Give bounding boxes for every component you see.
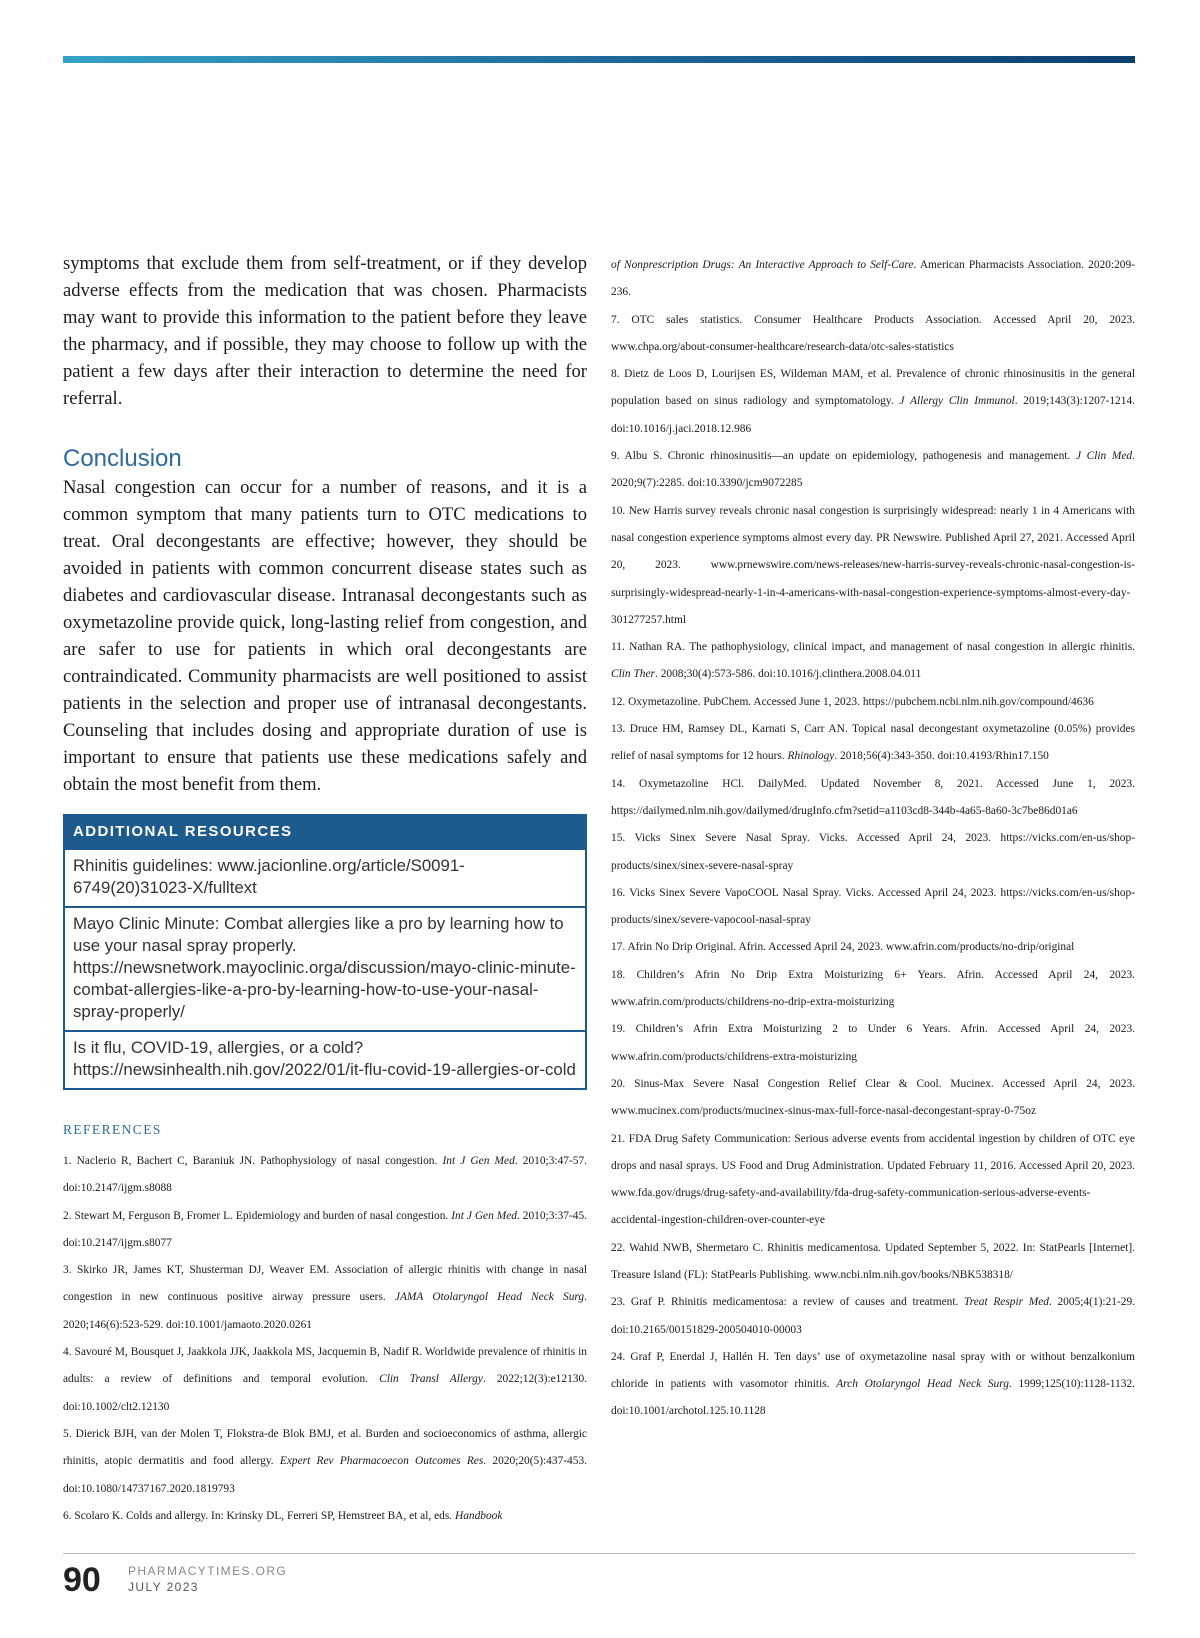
reference-journal: Int J Gen Med — [442, 1155, 515, 1167]
reference-entry — [611, 880, 1135, 935]
reference-journal: Clin Transl Allergy — [379, 1373, 483, 1386]
reference-pre: 1. Naclerio R, Bachert C, Baraniuk JN. Pathophysiology of nasal congestion. — [63, 1155, 443, 1167]
reference-pre: 15. Vicks Sinex Severe Nasal Spray. Vicks. Accessed April 24, 2023. https://vicks.com/en-us/shop-products/sinex/sinex-severe-nasal-spray — [611, 832, 1135, 872]
reference-pre: 6. Scolaro K. Colds and allergy. In: Krinsky DL, Ferreri SP, Hemstreet BA, et al, eds. — [63, 1509, 455, 1522]
reference-pre: 3. Skirko JR, James KT, Shusterman DJ, Weaver EM. Association of allergic rhinitis with change in nasal congestion in new continuous positive airway pressure users. — [63, 1264, 587, 1304]
resource-item-flu-covid[interactable]: Is it flu, COVID-19, allergies, or a cold? https://newsinhealth.nih.gov/2022/01/it-flu-covid-19-allergies-or-cold — [65, 1030, 585, 1088]
reference-post: . 2018;56(4):343-350. doi:10.4193/Rhin17.150 — [834, 750, 1049, 763]
reference-pre: 11. Nathan RA. The pathophysiology, clinical impact, and management of nasal congestion in allergic rhinitis. — [611, 641, 1135, 654]
reference-post: . 2005;4(1):21-29. doi:10.2165/00151829-200504010-00003 — [611, 1296, 1135, 1336]
reference-pre: 4. Savouré M, Bousquet J, Jaakkola JJK, Jaakkola MS, Jacquemin B, Nadif R. Worldwide prevalence of rhinitis in adults: a review of definitions and temporal evolution. — [63, 1346, 587, 1386]
right-column — [611, 252, 1135, 1426]
references-list-right — [611, 252, 1135, 1426]
reference-post: . 2019;143(3):1207-1214. doi:10.1016/j.jaci.2018.12.986 — [611, 395, 1135, 435]
reference-journal: Clin Ther — [611, 668, 655, 681]
reference-entry — [63, 1339, 587, 1421]
reference-entry — [611, 498, 1135, 634]
reference-post: . American Pharmacists Association. 2020:209-236. — [611, 259, 1135, 299]
reference-entry — [611, 307, 1135, 362]
reference-post: . 2020;20(5):437-453. doi:10.1080/14737167.2020.1819793 — [63, 1455, 587, 1495]
reference-entry — [611, 1289, 1135, 1344]
reference-pre: 8. Dietz de Loos D, Lourijsen ES, Wildeman MAM, et al. Prevalence of chronic rhinosinusitis in the general population based on sinus radiology and symptomatology. — [611, 368, 1135, 408]
reference-pre: 13. Druce HM, Ramsey DL, Karnati S, Carr AN. Topical nasal decongestant oxymetazoline (0.05%) provides relief of nasal symptoms for 12 hours. — [611, 723, 1135, 763]
reference-pre: 2. Stewart M, Ferguson B, Fromer L. Epidemiology and burden of nasal congestion. — [63, 1209, 452, 1222]
reference-pre: 18. Children’s Afrin No Drip Extra Moisturizing 6+ Years. Afrin. Accessed April 24, 2023. www.afrin.com/products/childrens-no-drip-extra-moisturizing — [611, 968, 1135, 1009]
reference-entry — [611, 1071, 1135, 1126]
reference-pre: 14. Oxymetazoline HCl. DailyMed. Updated November 8, 2021. Accessed June 1, 2023. https://dailymed.nlm.nih.gov/dailymed/drugInfo.cfm?setid=a1103cd8-344b-4a65-8a60-3c7be86d01a6 — [611, 777, 1135, 817]
reference-post: . 2008;30(4):573-586. doi:10.1016/j.clinthera.2008.04.011 — [655, 668, 922, 681]
reference-post: . 2020;146(6):523-529. doi:10.1001/jamaoto.2020.0261 — [63, 1291, 587, 1331]
reference-entry — [611, 1344, 1135, 1426]
reference-post: . 1999;125(10):1128-1132. doi:10.1001/archotol.125.10.1128 — [611, 1378, 1135, 1418]
conclusion-heading: Conclusion — [63, 445, 182, 472]
footer-divider — [63, 1553, 1135, 1554]
reference-post: . 2022;12(3):e12130. doi:10.1002/clt2.12130 — [63, 1373, 587, 1413]
reference-entry — [611, 962, 1135, 1017]
reference-entry — [63, 1421, 587, 1503]
reference-entry — [611, 716, 1135, 771]
reference-entry — [611, 825, 1135, 880]
reference-post: . 2020;9(7):2285. doi:10.3390/jcm9072285 — [611, 450, 1135, 490]
reference-entry — [611, 934, 1135, 961]
reference-entry — [611, 361, 1135, 443]
reference-journal: J Allergy Clin Immunol — [899, 395, 1015, 408]
references-list-left — [63, 1148, 587, 1530]
reference-entry — [611, 771, 1135, 826]
body-paragraph-continuation: symptoms that exclude them from self-treatment, or if they develop adverse effects from the medication that was chosen. Pharmacists may want to provide this information to the patient before they leave the pharmacy, and if possible, they may choose to follow up with the patient a few days after their interaction to determine the need for referral. — [63, 253, 587, 409]
reference-entry — [63, 1148, 587, 1203]
additional-resources-header: ADDITIONAL RESOURCES — [65, 816, 585, 848]
reference-pre: 9. Albu S. Chronic rhinosinusitis—an update on epidemiology, pathogenesis and management. — [611, 450, 1076, 463]
reference-pre: 19. Children’s Afrin Extra Moisturizing 2 to Under 6 Years. Afrin. Accessed April 24, 2023. www.afrin.com/products/childrens-extra-moisturizing — [611, 1023, 1135, 1063]
references-heading: REFERENCES — [63, 1122, 162, 1137]
reference-post: . 2010;3:37-45. doi:10.2147/ijgm.s8077 — [63, 1209, 588, 1249]
conclusion-paragraph: Nasal congestion can occur for a number of reasons, and it is a common symptom that many patients turn to OTC medications to treat. Oral decongestants are effective; however, they should be avoided in patients with common concurrent disease states such as diabetes and cardiovascular disease. Intranasal decongestants such as oxymetazoline provide quick, long-lasting relief from congestion, and are safer to use for patients in which oral decongestants are contraindicated. Community pharmacists are well positioned to assist patients in the selection and proper use of intranasal decongestants. Counseling that includes dosing and appropriate duration of use is important to ensure that patients use these medications safely and obtain the most benefit from them. — [63, 477, 587, 795]
reference-entry — [63, 1503, 587, 1530]
reference-entry — [611, 252, 1135, 307]
reference-pre: 20. Sinus-Max Severe Nasal Congestion Relief Clear & Cool. Mucinex. Accessed April 24, 2023. www.mucinex.com/products/mucinex-sinus-max-full-force-nasal-decongestant-spray-0-75oz — [611, 1077, 1135, 1118]
reference-pre: 12. Oxymetazoline. PubChem. Accessed June 1, 2023. https://pubchem.ncbi.nlm.nih.gov/compound/4636 — [611, 695, 1094, 708]
footer-issue: JULY 2023 — [128, 1580, 199, 1594]
footer-site: PHARMACYTIMES.ORG — [128, 1564, 288, 1578]
additional-resources-box — [63, 814, 587, 1090]
reference-pre: 10. New Harris survey reveals chronic nasal congestion is surprisingly widespread: nearly 1 in 4 Americans with nasal congestion experience symptoms almost every day. PR Newswire. Published April 27, 2021. Accessed April 20, 2023. www.prnewswire.com/news-releases/new-harris-survey-reveals-chronic-nasal-congestion-is-surprisingly-widespread-nearly-1-in-4-americans-with-nasal-congestion-experience-symptoms-almost-every-day-301277257.html — [611, 504, 1135, 626]
reference-pre: 21. FDA Drug Safety Communication: Serious adverse events from accidental ingestion by children of OTC eye drops and nasal sprays. US Food and Drug Administration. Updated February 11, 2016. Accessed April 20, 2023. www.fda.gov/drugs/drug-safety-and-availability/fda-drug-safety-communication-serious-adverse-events-accidental-ingestion-children-over-counter-eye — [611, 1132, 1135, 1227]
reference-journal: Treat Respir Med — [964, 1296, 1049, 1309]
reference-entry — [611, 1126, 1135, 1235]
reference-journal: of Nonprescription Drugs: An Interactive Approach to Self-Care — [611, 259, 914, 271]
resource-item-mayo-clinic[interactable]: Mayo Clinic Minute: Combat allergies like a pro by learning how to use your nasal spray properly. https://newsnetwork.mayoclinic.orga/discussion/mayo-clinic-minute-combat-allergies-like-a-pro-by-learning-how-to-use-your-nasal-spray-properly/ — [65, 906, 585, 1030]
page-number: 90 — [63, 1561, 101, 1599]
reference-pre: 23. Graf P. Rhinitis medicamentosa: a review of causes and treatment. — [611, 1296, 965, 1309]
reference-journal: J Clin Med — [1075, 450, 1133, 463]
reference-journal: Int J Gen Med — [451, 1209, 517, 1222]
reference-entry — [611, 1235, 1135, 1290]
reference-entry — [611, 689, 1135, 716]
reference-journal: JAMA Otolaryngol Head Neck Surg — [394, 1291, 585, 1304]
resource-item-rhinitis-guidelines[interactable]: Rhinitis guidelines: www.jacionline.org/article/S0091-6749(20)31023-X/fulltext — [65, 848, 585, 906]
reference-entry — [63, 1257, 587, 1339]
reference-entry — [611, 1016, 1135, 1071]
reference-journal: Arch Otolaryngol Head Neck Surg — [836, 1378, 1009, 1391]
reference-pre: 7. OTC sales statistics. Consumer Healthcare Products Association. Accessed April 20, 2023. www.chpa.org/about-consumer-healthcare/research-data/otc-sales-statistics — [611, 313, 1135, 353]
reference-pre: 5. Dierick BJH, van der Molen T, Flokstra-de Blok BMJ, et al. Burden and socioeconomics of asthma, allergic rhinitis, atopic dermatitis and food allergy. — [63, 1427, 587, 1468]
reference-pre: 22. Wahid NWB, Shermetaro C. Rhinitis medicamentosa. Updated September 5, 2022. In: StatPearls [Internet]. Treasure Island (FL): StatPearls Publishing. www.ncbi.nlm.nih.gov/books/NBK538318/ — [611, 1241, 1135, 1281]
reference-pre: 17. Afrin No Drip Original. Afrin. Accessed April 24, 2023. www.afrin.com/products/no-drip/original — [611, 941, 1075, 954]
reference-pre: 24. Graf P, Enerdal J, Hallén H. Ten days’ use of oxymetazoline nasal spray with or without benzalkonium chloride in patients with vasomotor rhinitis. — [611, 1350, 1135, 1391]
reference-journal: Rhinology — [787, 750, 835, 763]
reference-entry — [611, 443, 1135, 498]
reference-post: . 2010;3:47-57. doi:10.2147/ijgm.s8088 — [63, 1155, 587, 1195]
header-accent-bar — [63, 56, 1135, 63]
left-column — [63, 250, 587, 1530]
reference-entry — [63, 1203, 587, 1258]
reference-journal: Expert Rev Pharmacoecon Outcomes Res — [279, 1455, 484, 1468]
reference-journal: Handbook — [454, 1509, 503, 1522]
reference-pre: 16. Vicks Sinex Severe VapoCOOL Nasal Spray. Vicks. Accessed April 24, 2023. https://vicks.com/en-us/shop-products/sinex/severe-vapocool-nasal-spray — [611, 886, 1135, 927]
reference-entry — [611, 634, 1135, 689]
